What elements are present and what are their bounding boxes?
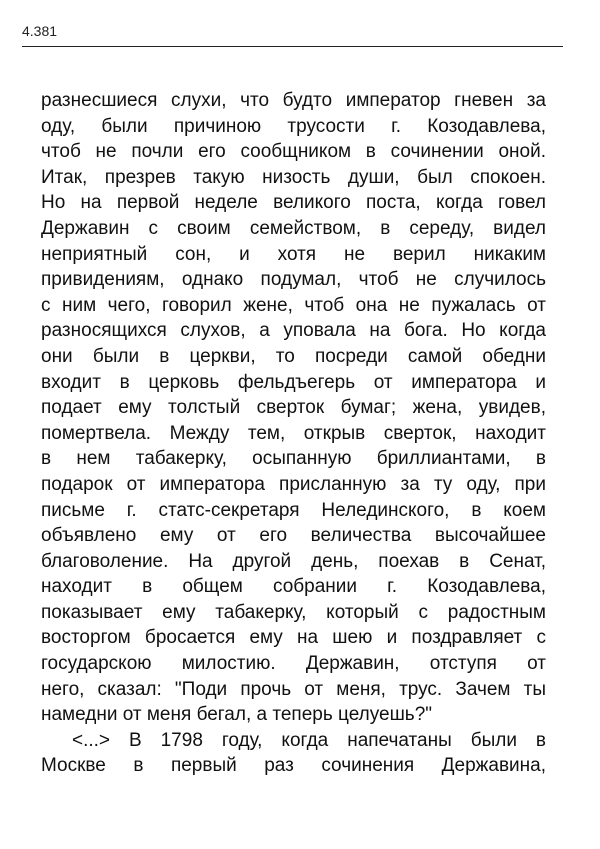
text-line: него, сказал: "Поди прочь от меня, трус. Зачем ты — [41, 678, 546, 700]
text-line: Но на первой неделе великого поста, когда говел — [41, 192, 546, 214]
text-line: благоволение. На другой день, поехав в Сенат, — [41, 550, 546, 572]
text-line: Державин с своим семейством, в середу, видел — [41, 217, 546, 239]
text-line: подает ему толстый сверток бумаг; жена, увидев, — [41, 397, 546, 419]
text-line: Итак, презрев такую низость души, был спокоен. — [41, 166, 546, 188]
text-line: с ним чего, говорил жене, чтоб она не пужалась от — [41, 294, 546, 316]
text-line: восторгом бросается ему на шею и поздравляет с — [41, 627, 546, 649]
text-line: чтоб не почли его сообщником в сочинении оной. — [41, 141, 546, 163]
text-line: помертвела. Между тем, открыв сверток, находит — [41, 422, 546, 444]
text-line: разнесшиеся слухи, что будто император гневен за — [41, 90, 546, 111]
body-text — [41, 88, 546, 779]
page-number: 4.381 — [22, 23, 58, 39]
text-line: объявлено ему от его величества высочайшее — [41, 525, 546, 547]
text-line: Москве в первый раз сочинения Державина, — [41, 755, 546, 777]
text-line: в нем табакерку, осыпанную бриллиантами, в — [41, 448, 546, 470]
text-line: неприятный сон, и хотя не верил никаким — [41, 243, 546, 265]
text-line: государскою милостию. Державин, отступя от — [41, 653, 546, 675]
text-line: находит в общем собрании г. Козодавлева, — [41, 576, 546, 598]
text-line: привидениям, однако подумал, чтоб не случилось — [41, 269, 546, 291]
text-line: оду, были причиною трусости г. Козодавлева, — [41, 115, 546, 137]
text-line: письме г. статс-секретаря Нелединского, в коем — [41, 499, 546, 521]
text-line: показывает ему табакерку, который с радостным — [41, 601, 546, 623]
text-line: подарок от императора присланную за ту оду, при — [41, 473, 546, 495]
text-line: входит в церковь фельдъегерь от императора и — [41, 371, 546, 393]
header-divider — [22, 46, 563, 47]
text-line: <...> В 1798 году, когда напечатаны были в — [72, 729, 546, 751]
text-line: разносящихся слухов, а уповала на бога. Но когда — [41, 320, 546, 342]
text-line: намедни от меня бегал, а теперь целуешь?" — [41, 704, 433, 726]
text-line: они были в церкви, то посреди самой обедни — [41, 345, 546, 367]
